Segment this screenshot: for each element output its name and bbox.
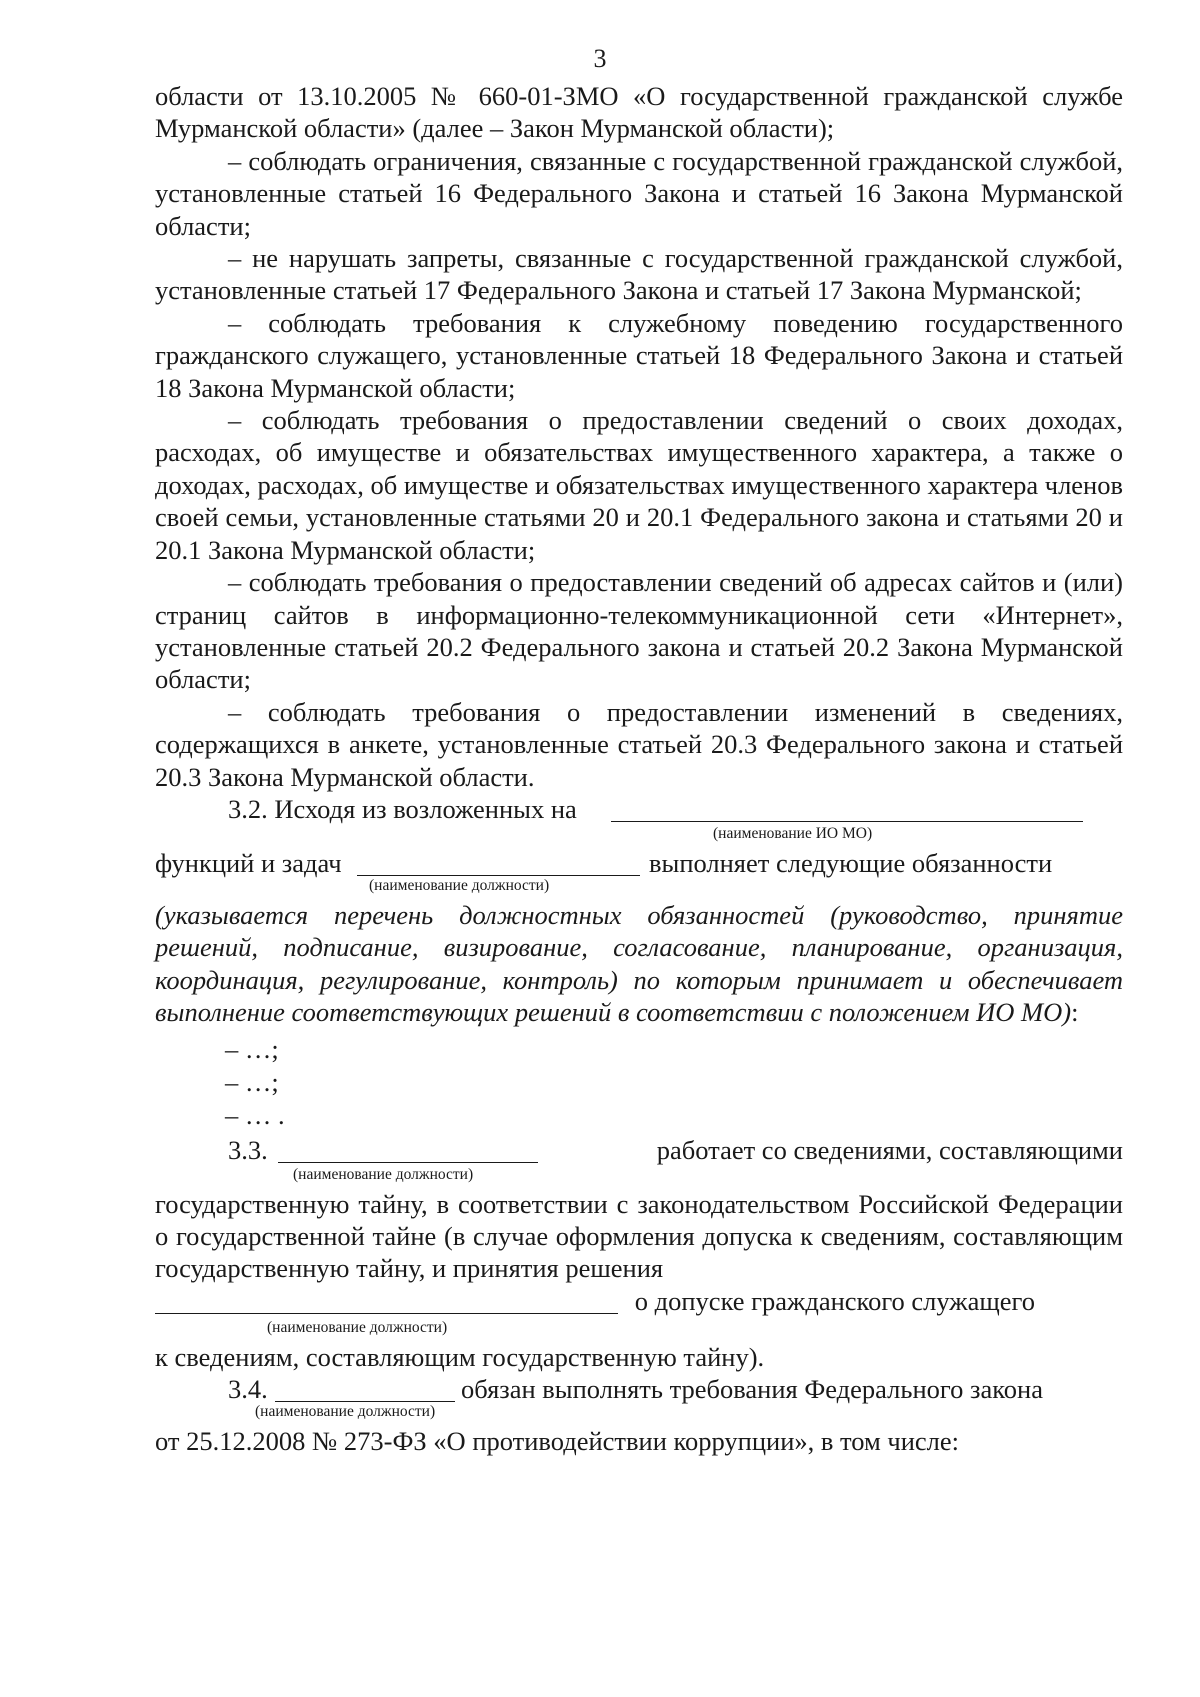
admission-label: о допуске гражданского служащего xyxy=(634,1285,1035,1316)
state-secret-tail: к сведениям, составляющим государственную тайну). xyxy=(155,1341,765,1372)
admission-row xyxy=(155,1285,1123,1317)
caption-row-3-4 xyxy=(155,1405,1123,1425)
performs-label: выполняет следующие обязанности xyxy=(649,847,1053,878)
caption-position-3-3: (наименование должности) xyxy=(293,1165,474,1183)
caption-row-3-3 xyxy=(155,1166,1123,1188)
works-with-label: работает со сведениями, составляющими xyxy=(656,1134,1123,1165)
anticorruption-law-line: от 25.12.2008 № 273-ФЗ «О противодействии коррупции», в том числе: xyxy=(155,1426,960,1457)
duties-note xyxy=(155,899,1123,1029)
functions-row xyxy=(155,847,1123,879)
org-name-blank xyxy=(611,799,1083,822)
duty-item: – …; xyxy=(225,1033,279,1064)
functions-label: функций и задач xyxy=(155,847,342,878)
duties-note-text: (указывается перечень должностных обязанностей (руководство, принятие решений, подписание, визирование, согласование, планирование, организация, координация, регулирование, контроль) по которым принимает и обеспечивает выполнение соответствующих решений в соответствии с положением ИО МО) xyxy=(155,899,1123,1028)
position-blank-3-3 xyxy=(278,1140,538,1163)
caption-row-org xyxy=(155,825,1123,847)
duties-note-colon: : xyxy=(1071,997,1079,1028)
section-3-4-row xyxy=(155,1373,1123,1405)
section-3-2-lead: 3.2. Исходя из возложенных на xyxy=(228,793,577,824)
paragraph-prohibitions: – не нарушать запреты, связанные с государственной гражданской службой, установленные статьей 17 Федерального Закона и статьей 17 Закона Мурманской; xyxy=(155,243,1123,306)
paragraph-questionnaire: – соблюдать требования о предоставлении изменений в сведениях, содержащихся в анкете, установленные статьей 20.3 Федерального закона и статьей 20.3 Закона Мурманской области. xyxy=(155,696,1123,792)
position-blank-3-4 xyxy=(275,1379,455,1402)
caption-row-admission xyxy=(155,1317,1123,1341)
caption-row-position xyxy=(155,876,1123,899)
paragraph-law-reference: области от 13.10.2005 № 660-01-ЗМО «О государственной гражданской службе Мурманской области» (далее – Закон Мурманской области); xyxy=(155,81,1123,144)
position-blank xyxy=(357,853,640,876)
duty-item: – … . xyxy=(225,1099,285,1130)
section-3-3-row xyxy=(155,1134,1123,1166)
paragraph-conduct: – соблюдать требования к служебному поведению государственного гражданского служащего, установленные статьей 18 Федерального Закона и статьей 18 Закона Мурманской области; xyxy=(155,307,1123,403)
caption-position-3-4: (наименование должности) xyxy=(255,1403,436,1421)
paragraph-income-info: – соблюдать требования о предоставлении сведений о своих доходах, расходах, об имуществе и обязательствах имущественного характера, а также о доходах, расходах, об имуществе и обязательствах имущественного характера членов своей семьи, установленные статьями 20 и 20.1 Федерального закона и статьями 20 и 20.1 Закона Мурманской области; xyxy=(155,405,1123,565)
paragraph-internet-sites: – соблюдать требования о предоставлении сведений об адресах сайтов и (или) страниц сайтов в информационно-телекоммуникационной сети «Интернет», установленные статьей 20.2 Федерального закона и статьей 20.2 Закона Мурманской области; xyxy=(155,567,1123,695)
document-body xyxy=(155,80,1123,1458)
page-number: 3 xyxy=(593,44,607,73)
paragraph-restrictions: – соблюдать ограничения, связанные с государственной гражданской службой, установленные статьей 16 Федерального Закона и статьей 16 Закона Мурманской области; xyxy=(155,145,1123,241)
duty-item: – …; xyxy=(225,1066,279,1097)
position-blank-admission xyxy=(155,1291,618,1314)
caption-position-admission: (наименование должности) xyxy=(267,1318,448,1336)
caption-org-name: (наименование ИО МО) xyxy=(713,824,873,842)
state-secret-paragraph: государственную тайну, в соответствии с законодательством Российской Федерации о государственной тайне (в случае оформления допуска к сведениям, составляющим государственную тайну, и принятия решения xyxy=(155,1188,1123,1284)
section-3-4-number: 3.4. xyxy=(228,1374,268,1405)
section-3-3-number: 3.3. xyxy=(228,1134,268,1165)
section-3-2-lead-row xyxy=(155,793,1123,825)
caption-position: (наименование должности) xyxy=(369,876,550,894)
obliged-label: обязан выполнять требования Федерального закона xyxy=(461,1374,1043,1405)
